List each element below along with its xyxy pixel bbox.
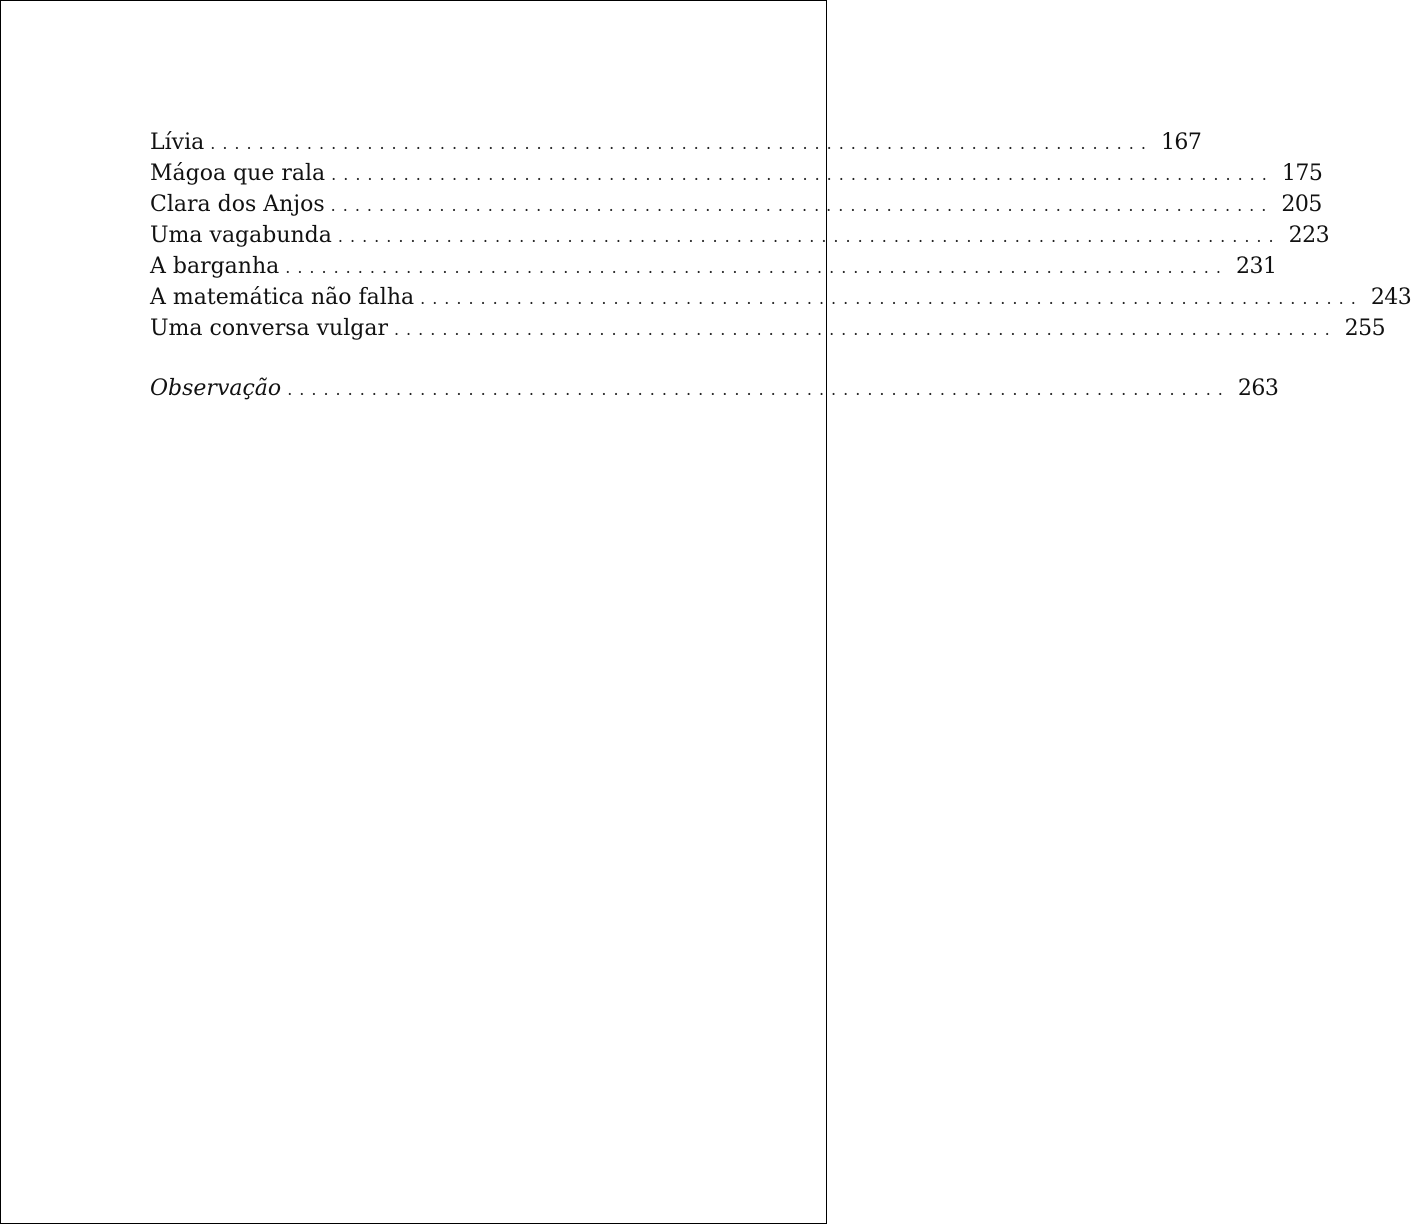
toc-entry-title: Observação — [150, 376, 282, 401]
toc-entry-title: Lívia — [150, 130, 205, 155]
toc-entry-title: Uma vagabunda — [150, 223, 332, 248]
toc-entry — [150, 220, 1330, 251]
toc-entry-page: 243 — [1370, 285, 1411, 310]
toc-dot-leader: .............................................................................. — [331, 165, 1274, 184]
toc-entry-observation — [150, 373, 1279, 404]
table-of-contents — [150, 127, 1411, 404]
toc-entry-title: A barganha — [150, 254, 280, 279]
toc-entry — [150, 251, 1277, 282]
toc-entry-title: Mágoa que rala — [150, 161, 326, 186]
toc-entry — [150, 158, 1323, 189]
toc-entry-title: A matemática não falha — [150, 285, 415, 310]
toc-dot-leader: .............................................................................. — [287, 380, 1230, 399]
toc-dot-leader: .............................................................................. — [420, 289, 1363, 308]
toc-entry-page: 167 — [1160, 130, 1202, 155]
toc-entry — [150, 313, 1386, 344]
toc-dot-leader: .............................................................................. — [393, 320, 1337, 339]
toc-entry — [150, 189, 1322, 220]
toc-entry-page: 205 — [1281, 192, 1322, 217]
toc-dot-leader: .............................................................................. — [285, 258, 1228, 277]
toc-dot-leader: .............................................................................. — [330, 196, 1274, 215]
toc-entry — [150, 282, 1411, 313]
toc-entry-title: Uma conversa vulgar — [150, 316, 388, 341]
toc-entry-page: 263 — [1237, 376, 1279, 401]
toc-entry-page: 255 — [1344, 316, 1386, 341]
toc-entry-page: 175 — [1281, 161, 1323, 186]
toc-entry-page: 223 — [1288, 223, 1330, 248]
toc-entry — [150, 127, 1202, 158]
toc-dot-leader: .............................................................................. — [337, 227, 1281, 246]
toc-dot-leader: .............................................................................. — [210, 134, 1153, 153]
toc-entry-page: 231 — [1235, 254, 1277, 279]
toc-entry-title: Clara dos Anjos — [150, 192, 325, 217]
